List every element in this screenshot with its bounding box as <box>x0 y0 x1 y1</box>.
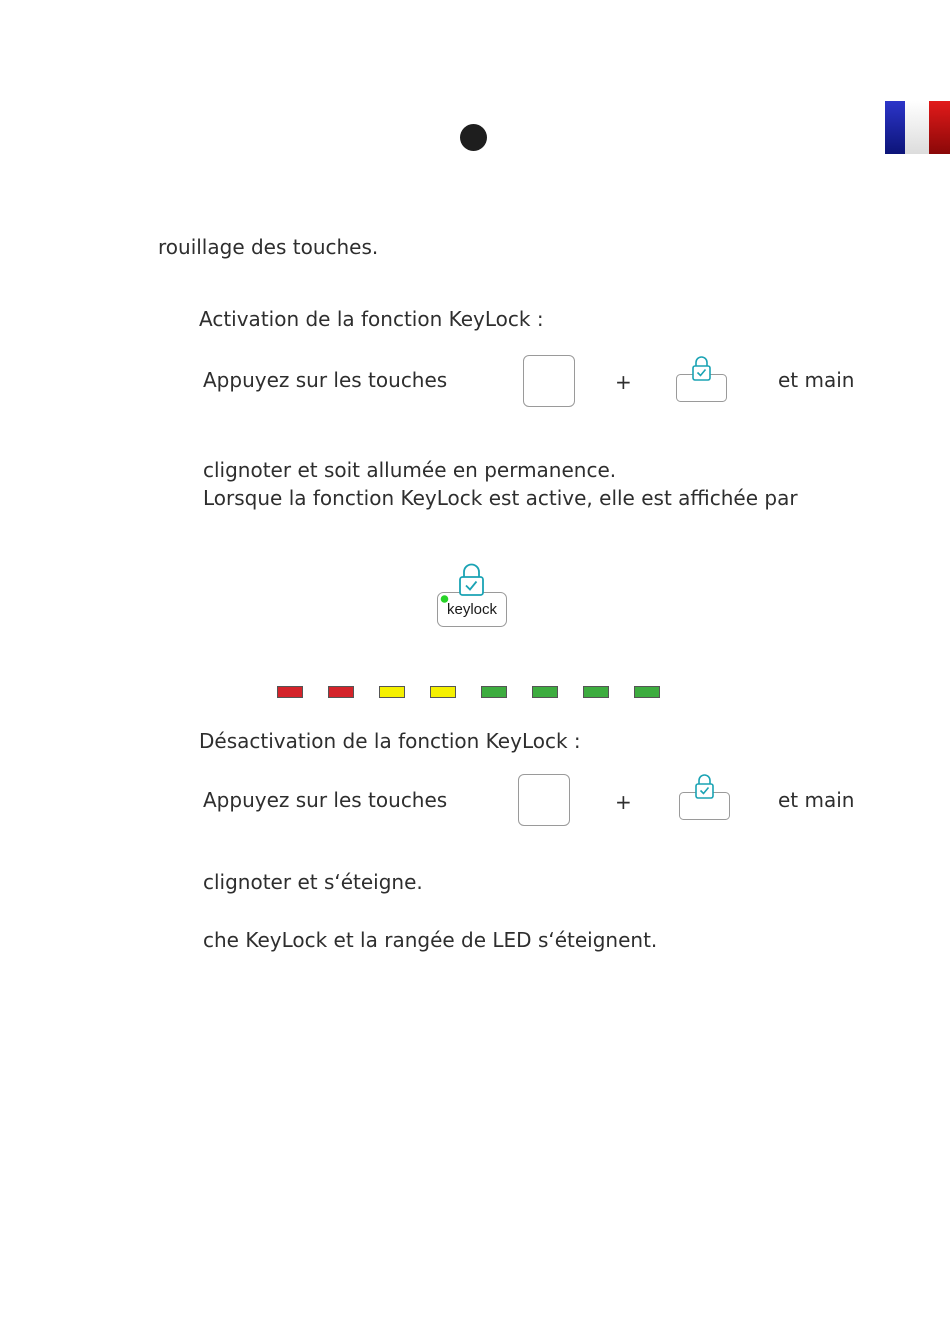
led-green-1 <box>481 686 507 698</box>
deactivation-hold-text: et main <box>778 788 855 812</box>
plus-sign: + <box>615 790 632 814</box>
keylock-key-icon <box>672 355 732 405</box>
deactivation-blink-line: clignoter et s‘éteigne. <box>203 870 423 894</box>
deactivation-heading: Désactivation de la fonction KeyLock : <box>199 729 581 753</box>
flag-red-stripe <box>929 101 950 154</box>
france-flag-icon <box>885 101 950 154</box>
led-red-2 <box>328 686 354 698</box>
flag-blue-stripe <box>885 101 905 154</box>
activation-heading: Activation de la fonction KeyLock : <box>199 307 544 331</box>
keylock-indicator <box>432 562 512 630</box>
activation-press-text: Appuyez sur les touches <box>203 368 448 392</box>
intro-text: rouillage des touches. <box>158 235 379 259</box>
blank-key-icon <box>518 774 570 826</box>
keylock-key-icon <box>675 773 735 823</box>
keylock-label: keylock <box>447 601 498 618</box>
keylock-indicator-icon <box>432 562 512 630</box>
led-red-1 <box>277 686 303 698</box>
activation-blink-line: clignoter et soit allumée en permanence. <box>203 458 617 482</box>
led-yellow-1 <box>379 686 405 698</box>
led-bar <box>277 686 660 698</box>
plus-sign: + <box>615 370 632 394</box>
led-yellow-2 <box>430 686 456 698</box>
deactivation-off-line: che KeyLock et la rangée de LED s‘éteignent. <box>203 928 658 952</box>
led-green-2 <box>532 686 558 698</box>
bullet-dot <box>460 124 487 151</box>
led-green-4 <box>634 686 660 698</box>
activation-hold-text: et main <box>778 368 855 392</box>
deactivation-press-text: Appuyez sur les touches <box>203 788 448 812</box>
led-green-3 <box>583 686 609 698</box>
flag-white-stripe <box>905 101 929 154</box>
blank-key-icon <box>523 355 575 407</box>
activation-display-line: Lorsque la fonction KeyLock est active, elle est affichée par <box>203 486 798 510</box>
